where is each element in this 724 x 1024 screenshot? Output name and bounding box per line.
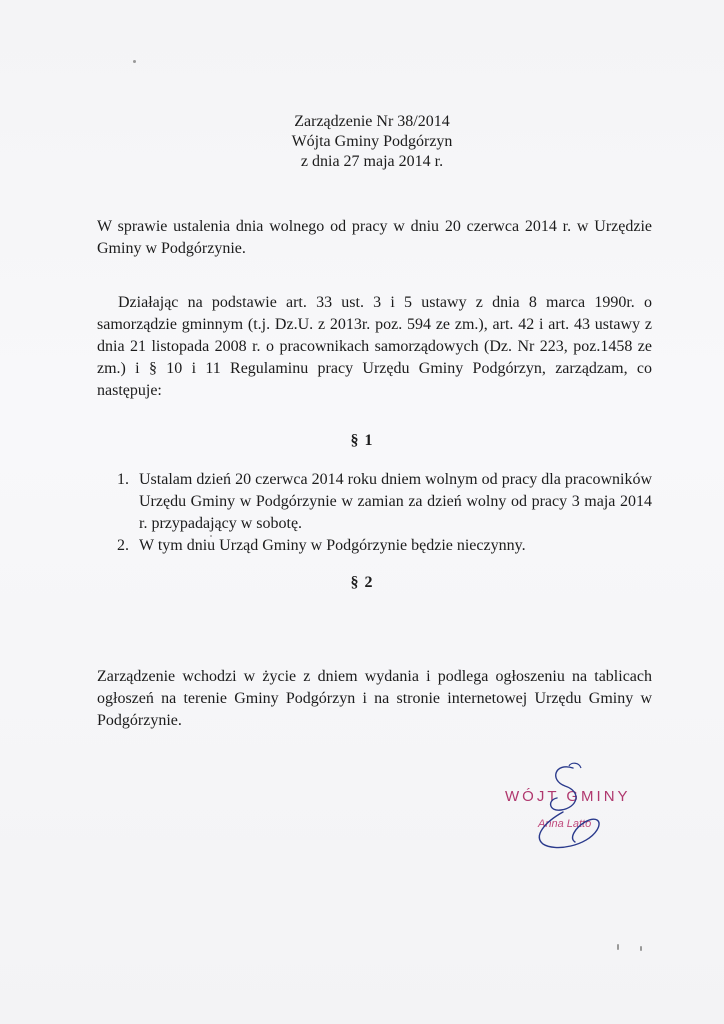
ordinance-number: Zarządzenie Nr 38/2014 bbox=[294, 113, 450, 130]
scan-speck bbox=[640, 946, 642, 951]
list-item-number: 1. bbox=[117, 471, 129, 488]
scan-speck bbox=[617, 944, 619, 950]
issuer: Wójta Gminy Podgórzyn bbox=[291, 133, 453, 150]
scan-speck bbox=[210, 535, 212, 537]
legal-basis: Działając na podstawie art. 33 ust. 3 i 5 ustawy z dnia 8 marca 1990r. o samorządzie gminnym (t.j. Dz.U. z 2013r. poz. 594 ze zm.), art. 42 i art. 43 ustawy z dnia 21 listopada 2008 r. o pracownikach samorządowych (Dz. Nr 223, poz.1458 ze zm.) i § 10 i 11 Regulaminu pracy Urzędu Gminy Podgórzyn, zarządzam, co następuje: bbox=[97, 294, 652, 399]
stamp-name: Anna Latto bbox=[538, 818, 592, 830]
ordinance-date: z dnia 27 maja 2014 r. bbox=[300, 153, 444, 170]
section-1-list bbox=[117, 469, 652, 557]
ordinance-subject: W sprawie ustalenia dnia wolnego od pracy w dniu 20 czerwca 2014 r. w Urzędzie Gminy w Podgórzynie. bbox=[97, 218, 652, 257]
stamp-title: WÓJT GMINY bbox=[505, 788, 631, 805]
list-item-text: W tym dniu Urząd Gminy w Podgórzynie będzie nieczynny. bbox=[139, 537, 526, 554]
scan-speck bbox=[133, 60, 136, 63]
document-header bbox=[0, 112, 724, 172]
section-2-heading: § 2 bbox=[350, 574, 374, 591]
list-item-number: 2. bbox=[117, 537, 129, 554]
handwritten-signature bbox=[525, 760, 615, 855]
list-item bbox=[117, 535, 652, 557]
list-item-text: Ustalam dzień 20 czerwca 2014 roku dniem wolnym od pracy dla pracowników Urzędu Gminy w Podgórzynie w zamian za dzień wolny od pracy 3 maja 2014 r. przypadający w sobotę. bbox=[139, 471, 652, 532]
section-1-heading: § 1 bbox=[350, 432, 374, 449]
list-item bbox=[117, 469, 652, 535]
closing-provision: Zarządzenie wchodzi w życie z dniem wydania i podlega ogłoszeniu na tablicach ogłoszeń na terenie Gminy Podgórzyn i na stronie internetowej Urzędu Gminy w Podgórzynie. bbox=[97, 668, 652, 729]
